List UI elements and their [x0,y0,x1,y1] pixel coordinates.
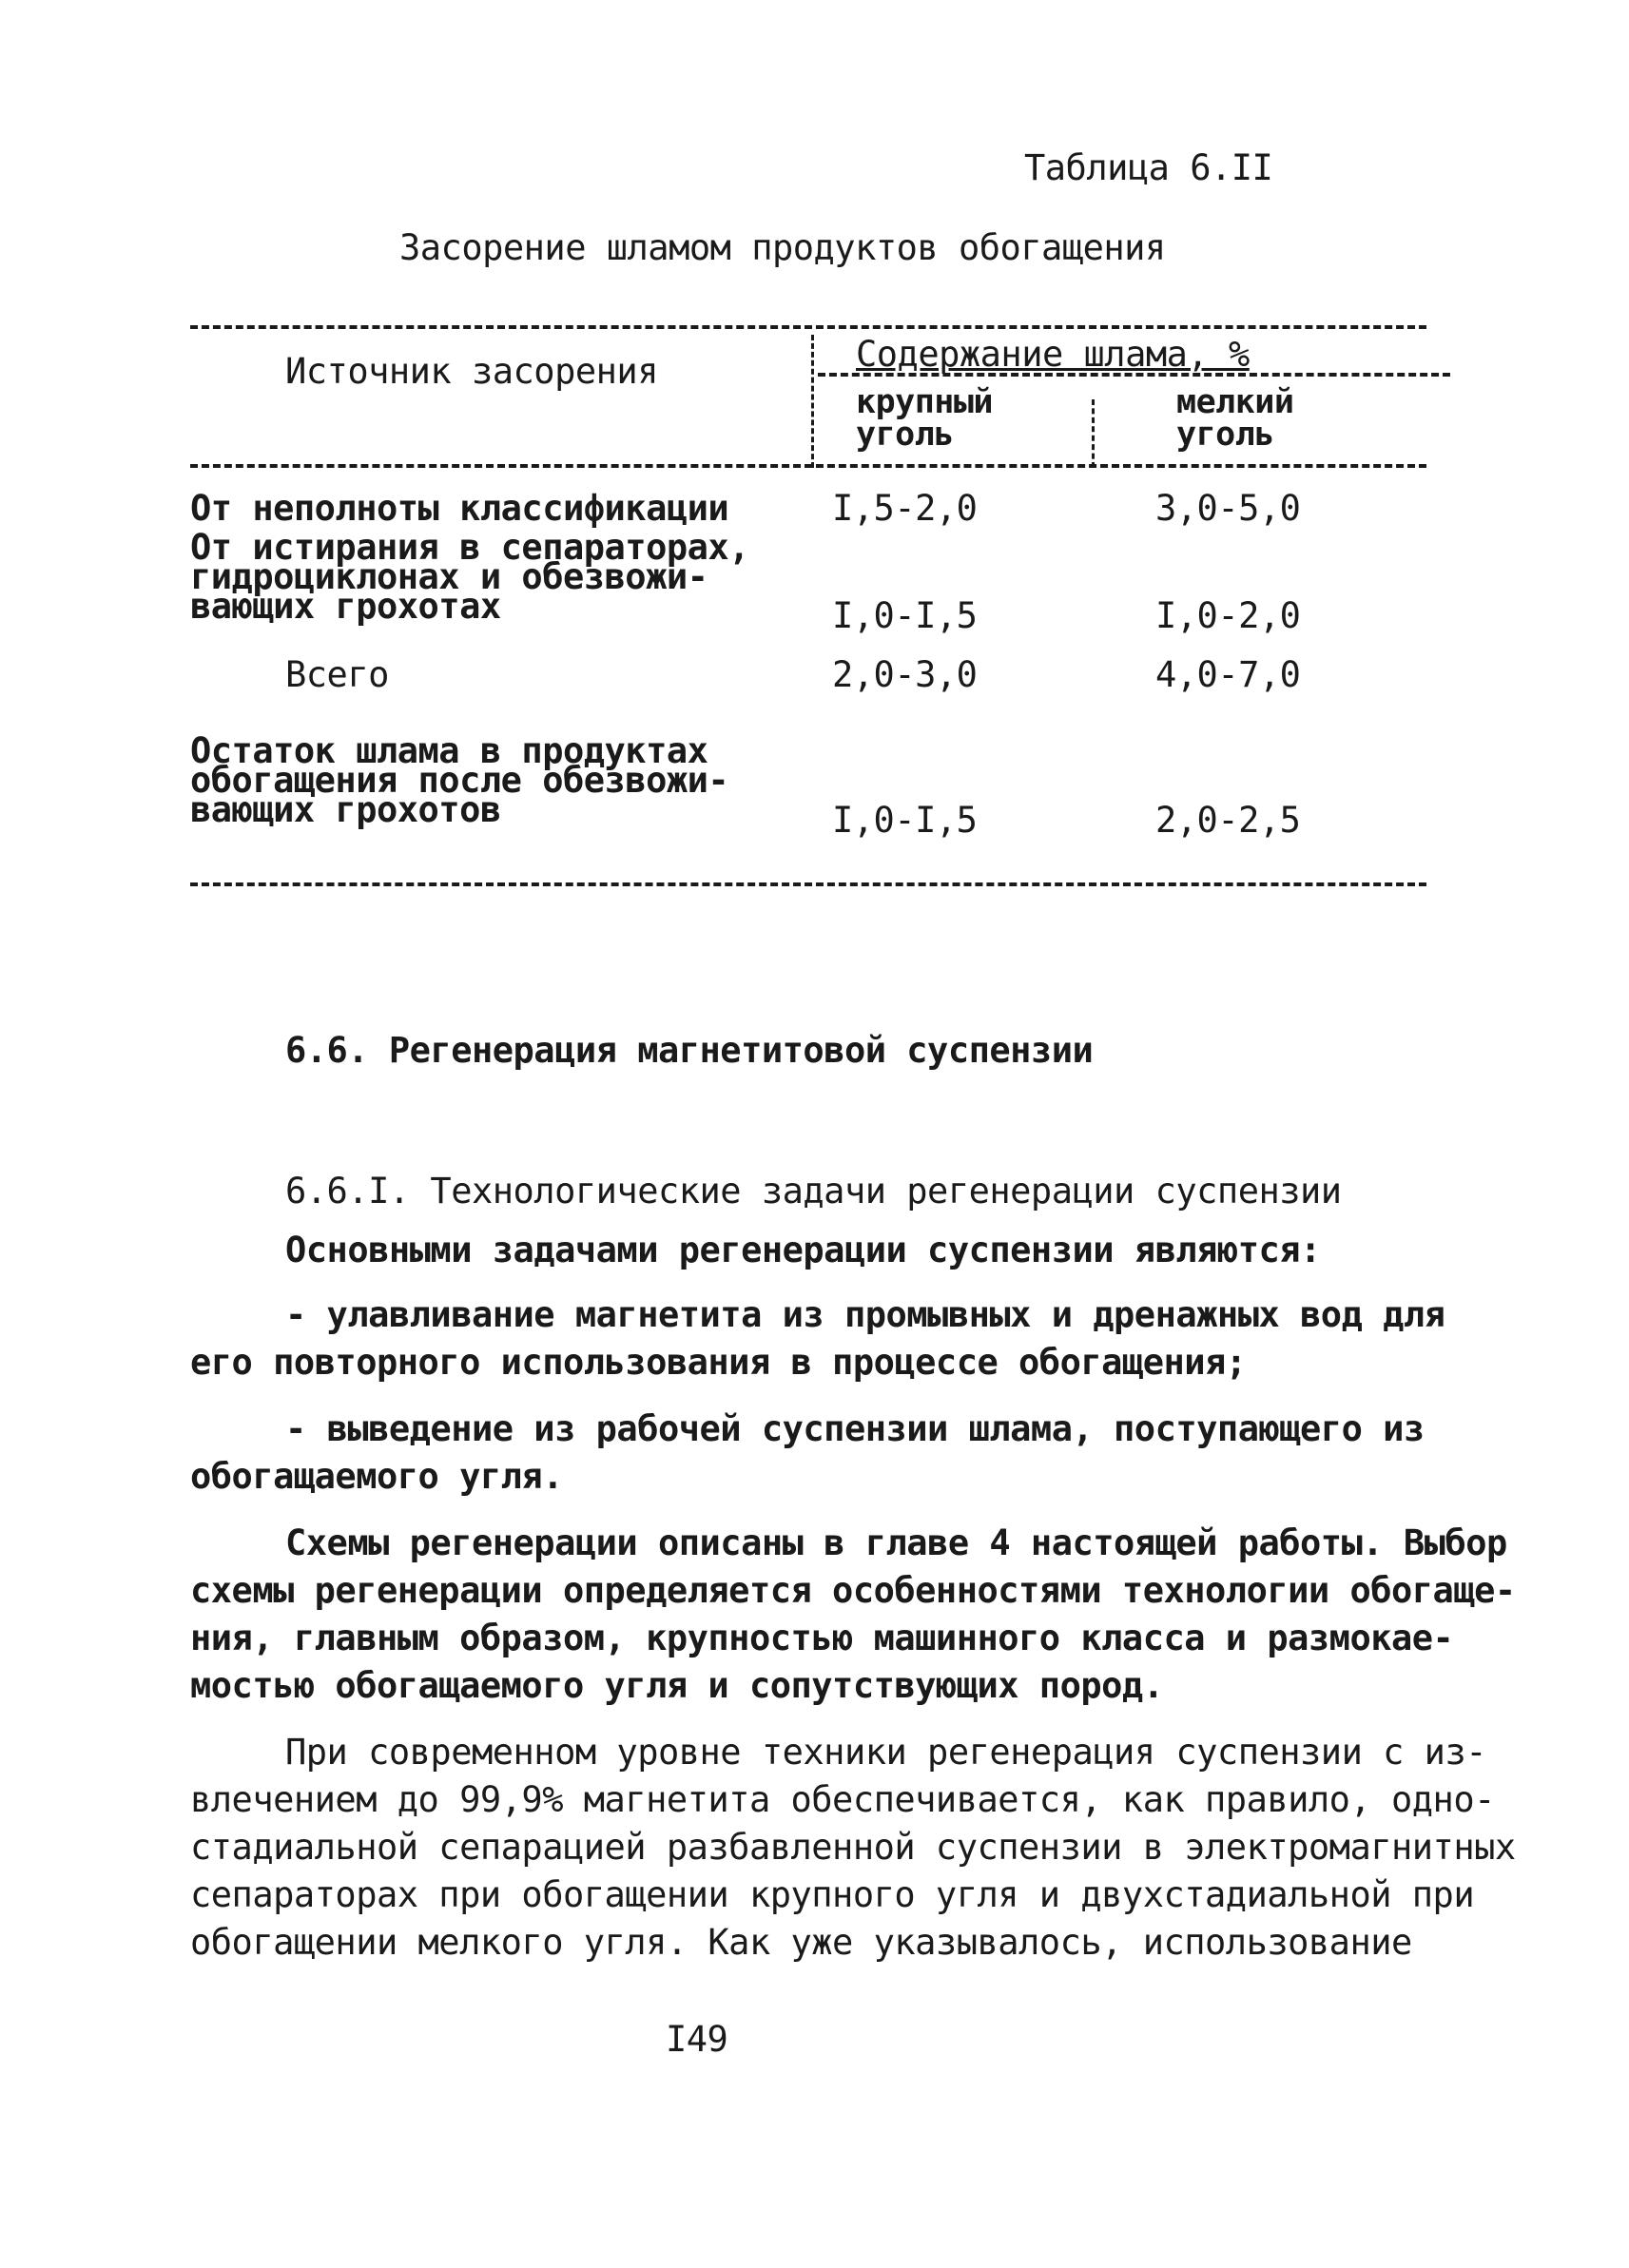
row-fine-value: I,0-2,0 [1155,595,1301,636]
header-fine-2: уголь [1176,416,1274,454]
row-coarse-value: I,5-2,0 [832,488,978,529]
paragraph-line: сепараторах при обогащении крупного угля и двухстадиальной при [190,1874,1475,1915]
row-source-line: вающих грохотов [190,789,501,830]
table-caption: Таблица 6.II [1024,147,1273,188]
list-item-line: - выведение из рабочей суспензии шлама, поступающего из [285,1408,1425,1449]
page-number: I49 [666,2019,728,2060]
row-coarse-value: 2,0-3,0 [832,654,978,695]
list-item-line: обогащаемого угля. [190,1456,563,1497]
header-coarse-1: крупный [856,383,994,421]
row-source-line: обогащения после обезвожи- [190,760,729,801]
header-coarse-2: уголь [856,416,954,454]
header-divider-mid [1092,399,1095,468]
paragraph-line: схемы регенерации определяется особенностями технологии обогаще- [190,1570,1516,1611]
paragraph-line: При современном уровне техники регенерация суспензии с из- [285,1732,1487,1773]
row-source-line: От неполноты классификации [190,488,729,529]
paragraph-line: ния, главным образом, крупностью машинного класса и размокае- [190,1618,1454,1658]
paragraph-line: Схемы регенерации описаны в главе 4 настоящей работы. Выбор [285,1522,1507,1563]
paragraph-line: влечением до 99,9% магнетита обеспечивается, как правило, одно- [190,1779,1495,1820]
paragraph-line: стадиальной сепарацией разбавленной суспензии в электромагнитных [190,1827,1516,1868]
paragraph-intro: Основными задачами регенерации суспензии являются: [285,1230,1321,1270]
header-fine-1: мелкий [1176,383,1294,421]
row-fine-value: 2,0-2,5 [1155,800,1301,841]
paragraph-line: обогащении мелкого угля. Как уже указывалось, использование [190,1922,1412,1963]
row-coarse-value: I,0-I,5 [832,595,978,636]
row-source-line: От истирания в сепараторах, [190,527,749,568]
row-source-line: гидроциклонах и обезвожи- [190,556,708,597]
table-title: Засорение шламом продуктов обогащения [399,227,1166,268]
table-top-rule [190,325,1426,329]
list-item-line: его повторного использования в процессе обогащения; [190,1342,1247,1383]
row-fine-value: 4,0-7,0 [1155,654,1301,695]
header-group: Содержание шлама, % [856,334,1250,375]
paragraph-line: мостью обогащаемого угля и сопутствующих пород. [190,1665,1164,1706]
header-divider-left [811,335,814,468]
table-bottom-rule [190,882,1426,886]
row-coarse-value: I,0-I,5 [832,800,978,841]
row-source-line: вающих грохотах [190,586,501,627]
row-source-line: Остаток шлама в продуктах [190,730,708,771]
header-source: Источник засорения [285,351,658,392]
row-source-line: Всего [285,654,389,695]
row-fine-value: 3,0-5,0 [1155,488,1301,529]
subsection-heading: 6.6.I. Технологические задачи регенерации суспензии [285,1171,1342,1212]
list-item-line: - улавливание магнетита из промывных и дренажных вод для [285,1294,1445,1335]
header-bottom-rule [190,464,1426,468]
section-heading: 6.6. Регенерация магнетитовой суспензии [285,1030,1094,1071]
header-group-rule [818,373,1450,377]
